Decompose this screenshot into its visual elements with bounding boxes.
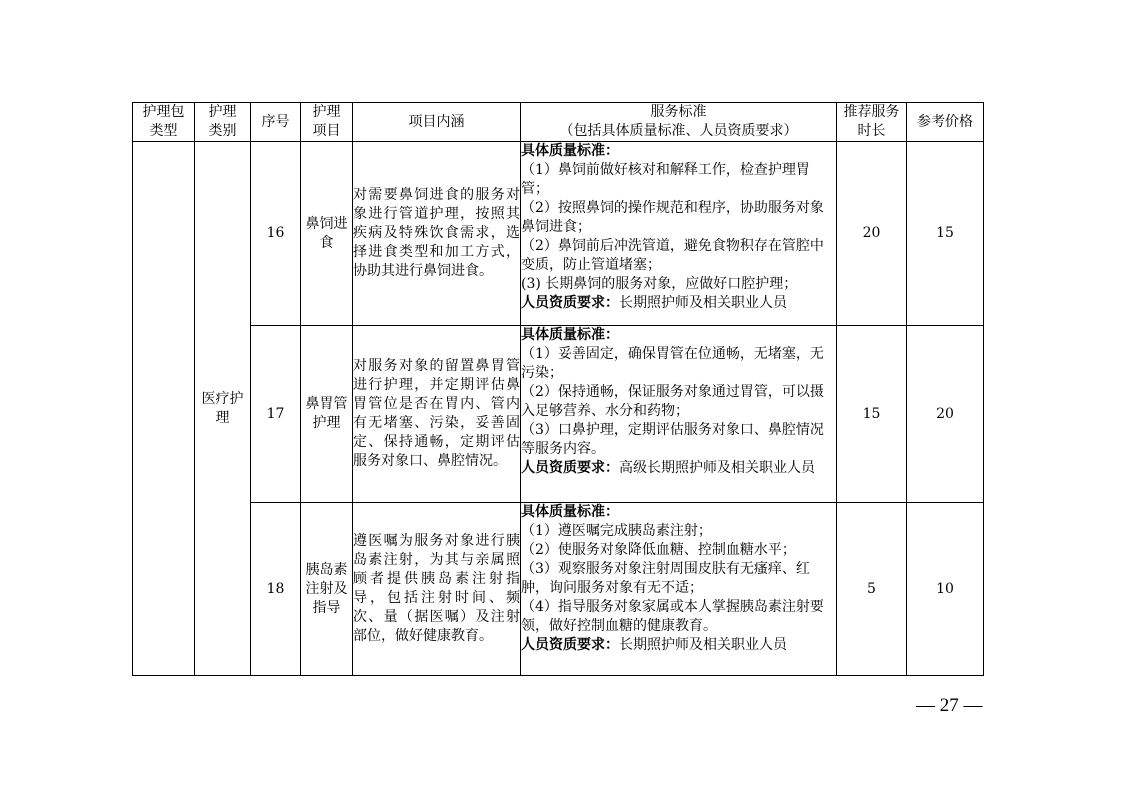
quality-standard-item: （2）按照鼻饲的操作规范和程序，协助服务对象鼻饲进食； <box>521 200 824 235</box>
price-cell: 10 <box>907 503 984 676</box>
service-standard-cell <box>521 326 837 503</box>
care-item-cell: 鼻饲进 食 <box>301 142 353 326</box>
serial-number-cell: 17 <box>251 326 301 503</box>
table-row <box>133 142 984 326</box>
table-row <box>133 326 984 503</box>
header-recommended-duration: 推荐服务 时长 <box>837 103 907 142</box>
quality-standard-item: (3) 长期鼻饲的服务对象，应做好口腔护理； <box>521 276 798 292</box>
serial-number-cell: 18 <box>251 503 301 676</box>
quality-standard-item: （4）指导服务对象家属或本人掌握胰岛素注射要领，做好控制血糖的健康教育。 <box>521 599 824 634</box>
staff-qualification-value: 高级长期照护师及相关职业人员 <box>619 460 815 476</box>
staff-qualification-value: 长期照护师及相关职业人员 <box>619 637 787 653</box>
serial-number-cell: 16 <box>251 142 301 326</box>
table-row <box>133 503 984 676</box>
header-package-type: 护理包 类型 <box>133 103 195 142</box>
quality-standard-item: （2）鼻饲前后冲洗管道，避免食物积存在管腔中变质，防止管道堵塞； <box>521 238 824 273</box>
header-serial-number: 序号 <box>251 103 301 142</box>
quality-standard-item: （1）妥善固定，确保胃管在位通畅，无堵塞，无污染； <box>521 346 824 381</box>
table-header-row <box>133 103 984 142</box>
quality-standard-label: 具体质量标准： <box>521 327 619 343</box>
duration-cell: 15 <box>837 326 907 503</box>
quality-standard-label: 具体质量标准： <box>521 143 619 159</box>
staff-qualification-label: 人员资质要求： <box>521 295 619 311</box>
quality-standard-item: （3）口鼻护理，定期评估服务对象口、鼻腔情况等服务内容。 <box>521 422 824 457</box>
care-item-cell: 鼻胃管 护理 <box>301 326 353 503</box>
item-content-cell: 对需要鼻饲进食的服务对象进行管道护理，按照其疾病及特殊饮食需求，选择进食类型和加工方式，协助其进行鼻饲进食。 <box>353 142 521 326</box>
quality-standard-item: （1）鼻饲前做好核对和解释工作，检查护理胃管； <box>521 162 810 197</box>
service-standard-cell <box>521 503 837 676</box>
duration-cell: 20 <box>837 142 907 326</box>
item-content-cell: 对服务对象的留置鼻胃管进行护理，并定期评估鼻胃管位是否在胃内、管内有无堵塞、污染，妥善固定、保持通畅，定期评估服务对象口、鼻腔情况。 <box>353 326 521 503</box>
page-number: — 27 — <box>916 695 983 716</box>
quality-standard-item: （3）观察服务对象注射周围皮肤有无瘙痒、红肿，询问服务对象有无不适； <box>521 561 810 596</box>
quality-standard-label: 具体质量标准： <box>521 504 619 520</box>
care-item-cell: 胰岛素 注射及 指导 <box>301 503 353 676</box>
item-content-cell: 遵医嘱为服务对象进行胰岛素注射，为其与亲属照顾者提供胰岛素注射指导，包括注射时间、频次、量（据医嘱）及注射部位，做好健康教育。 <box>353 503 521 676</box>
service-standard-cell <box>521 142 837 326</box>
quality-standard-item: （1）遵医嘱完成胰岛素注射； <box>521 523 712 539</box>
staff-qualification-label: 人员资质要求： <box>521 460 619 476</box>
price-cell: 15 <box>907 142 984 326</box>
care-category-cell: 医疗护 理 <box>195 142 251 676</box>
header-care-item: 护理 项目 <box>301 103 353 142</box>
header-care-category: 护理 类别 <box>195 103 251 142</box>
staff-qualification-label: 人员资质要求： <box>521 637 619 653</box>
header-reference-price: 参考价格 <box>907 103 984 142</box>
quality-standard-item: （2）保持通畅，保证服务对象通过胃管，可以摄入足够营养、水分和药物； <box>521 384 824 419</box>
staff-qualification-value: 长期照护师及相关职业人员 <box>619 295 787 311</box>
price-cell: 20 <box>907 326 984 503</box>
care-service-table <box>132 102 984 676</box>
header-item-content: 项目内涵 <box>353 103 521 142</box>
header-service-standard: 服务标准 （包括具体质量标准、人员资质要求） <box>521 103 837 142</box>
quality-standard-item: （2）使服务对象降低血糖、控制血糖水平； <box>521 542 796 558</box>
package-type-cell <box>133 142 195 676</box>
duration-cell: 5 <box>837 503 907 676</box>
